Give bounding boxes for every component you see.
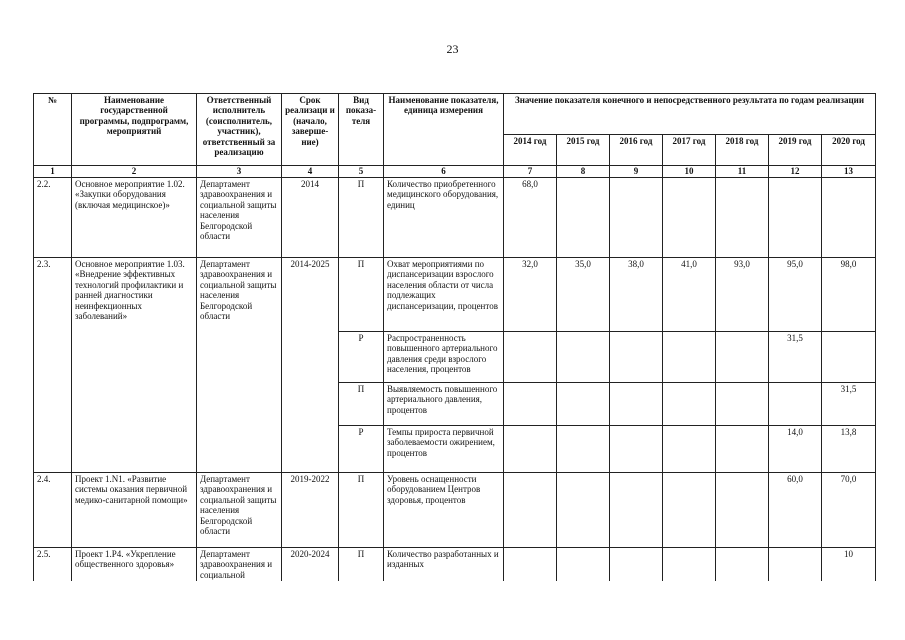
header-num: №	[34, 94, 72, 166]
value-2014: 32,0	[504, 258, 557, 332]
indicator-name: Количество разработанных и изданных	[384, 548, 504, 582]
value-2016	[610, 178, 663, 258]
value-2018	[716, 332, 769, 383]
value-2015	[557, 426, 610, 473]
value-2014	[504, 548, 557, 582]
row-number: 2.5.	[34, 548, 72, 582]
indicator-type: П	[339, 548, 384, 582]
value-2020	[822, 178, 876, 258]
indicator-type: Р	[339, 426, 384, 473]
header-year: 2014 год	[504, 135, 557, 166]
value-2014	[504, 426, 557, 473]
indicator-type: П	[339, 473, 384, 548]
value-2016: 38,0	[610, 258, 663, 332]
term: 2019-2022	[282, 473, 339, 548]
row-number: 2.2.	[34, 178, 72, 258]
value-2017	[663, 473, 716, 548]
indicator-name: Охват мероприятиями по диспансеризации взрослого населения области от числа подлежащих диспансеризации, процентов	[384, 258, 504, 332]
indicator-name: Уровень оснащенности оборудованием Центров здоровья, процентов	[384, 473, 504, 548]
value-2020: 13,8	[822, 426, 876, 473]
value-2016	[610, 548, 663, 582]
header-values-group: Значение показателя конечного и непосредственного результата по годам реализации	[504, 94, 876, 135]
value-2016	[610, 332, 663, 383]
header-year: 2016 год	[610, 135, 663, 166]
program-name: Основное мероприятие 1.02. «Закупки оборудования (включая медицинское)»	[72, 178, 197, 258]
executor-name: Департамент здравоохранения и социальной защиты населения Белгородской области	[197, 178, 282, 258]
page-number: 23	[446, 42, 459, 56]
value-2018	[716, 548, 769, 582]
value-2019	[769, 178, 822, 258]
indicator-type: П	[339, 258, 384, 332]
indicator-table	[33, 93, 876, 581]
indicator-name: Распространенность повышенного артериального давления среди взрослого населения, процентов	[384, 332, 504, 383]
column-number: 12	[769, 166, 822, 178]
program-name: Проект 1.N1. «Развитие системы оказания первичной медико-санитарной помощи»	[72, 473, 197, 548]
table-row	[34, 178, 876, 258]
value-2020: 10	[822, 548, 876, 582]
indicator-type: П	[339, 383, 384, 426]
value-2018	[716, 178, 769, 258]
value-2016	[610, 383, 663, 426]
table-row	[34, 258, 876, 332]
column-number-row	[34, 166, 876, 178]
value-2018: 93,0	[716, 258, 769, 332]
executor-name: Департамент здравоохранения и социальной	[197, 548, 282, 582]
indicator-name: Выявляемость повышенного артериального давления, процентов	[384, 383, 504, 426]
header-executor: Ответственный исполнитель (соисполнитель, участник), ответственный за реализацию	[197, 94, 282, 166]
term: 2020-2024	[282, 548, 339, 582]
value-2014	[504, 383, 557, 426]
value-2016	[610, 426, 663, 473]
value-2015	[557, 178, 610, 258]
column-number: 1	[34, 166, 72, 178]
value-2019	[769, 548, 822, 582]
header-year: 2015 год	[557, 135, 610, 166]
header-year: 2019 год	[769, 135, 822, 166]
column-number: 9	[610, 166, 663, 178]
column-number: 5	[339, 166, 384, 178]
column-number: 4	[282, 166, 339, 178]
header-year: 2018 год	[716, 135, 769, 166]
term: 2014-2025	[282, 258, 339, 473]
value-2019: 14,0	[769, 426, 822, 473]
value-2014	[504, 332, 557, 383]
column-number: 10	[663, 166, 716, 178]
executor-name: Департамент здравоохранения и социальной защиты населения Белгородской области	[197, 258, 282, 473]
value-2020: 98,0	[822, 258, 876, 332]
value-2020: 31,5	[822, 383, 876, 426]
value-2018	[716, 473, 769, 548]
value-2017	[663, 332, 716, 383]
value-2018	[716, 383, 769, 426]
row-number: 2.4.	[34, 473, 72, 548]
value-2019: 95,0	[769, 258, 822, 332]
column-number: 8	[557, 166, 610, 178]
value-2015	[557, 383, 610, 426]
header-year: 2017 год	[663, 135, 716, 166]
column-number: 3	[197, 166, 282, 178]
header-year: 2020 год	[822, 135, 876, 166]
program-name: Основное мероприятие 1.03. «Внедрение эффективных технологий профилактики и ранней диагностики неинфекционных заболеваний»	[72, 258, 197, 473]
table-row	[34, 473, 876, 548]
column-number: 11	[716, 166, 769, 178]
indicator-type: Р	[339, 332, 384, 383]
indicator-name: Темпы прироста первичной заболеваемости ожирением, процентов	[384, 426, 504, 473]
column-number: 13	[822, 166, 876, 178]
value-2020: 70,0	[822, 473, 876, 548]
value-2014	[504, 473, 557, 548]
header-type: Вид показа-теля	[339, 94, 384, 166]
value-2015: 35,0	[557, 258, 610, 332]
value-2014: 68,0	[504, 178, 557, 258]
row-number: 2.3.	[34, 258, 72, 473]
header-program: Наименование государственной программы, подпрограмм, мероприятий	[72, 94, 197, 166]
indicator-type: П	[339, 178, 384, 258]
indicator-name: Количество приобретенного медицинского оборудования, единиц	[384, 178, 504, 258]
value-2017	[663, 178, 716, 258]
term: 2014	[282, 178, 339, 258]
value-2017: 41,0	[663, 258, 716, 332]
header-term: Срок реализаци и (начало, заверше-ние)	[282, 94, 339, 166]
value-2017	[663, 383, 716, 426]
value-2017	[663, 548, 716, 582]
column-number: 7	[504, 166, 557, 178]
table-row	[34, 548, 876, 582]
value-2015	[557, 473, 610, 548]
value-2019	[769, 383, 822, 426]
value-2015	[557, 332, 610, 383]
value-2019: 31,5	[769, 332, 822, 383]
program-name: Проект 1.Р4. «Укрепление общественного здоровья»	[72, 548, 197, 582]
value-2016	[610, 473, 663, 548]
column-number: 6	[384, 166, 504, 178]
value-2015	[557, 548, 610, 582]
value-2019: 60,0	[769, 473, 822, 548]
value-2017	[663, 426, 716, 473]
header-indicator: Наименование показателя, единица измерения	[384, 94, 504, 166]
executor-name: Департамент здравоохранения и социальной защиты населения Белгородской области	[197, 473, 282, 548]
value-2018	[716, 426, 769, 473]
value-2020	[822, 332, 876, 383]
column-number: 2	[72, 166, 197, 178]
